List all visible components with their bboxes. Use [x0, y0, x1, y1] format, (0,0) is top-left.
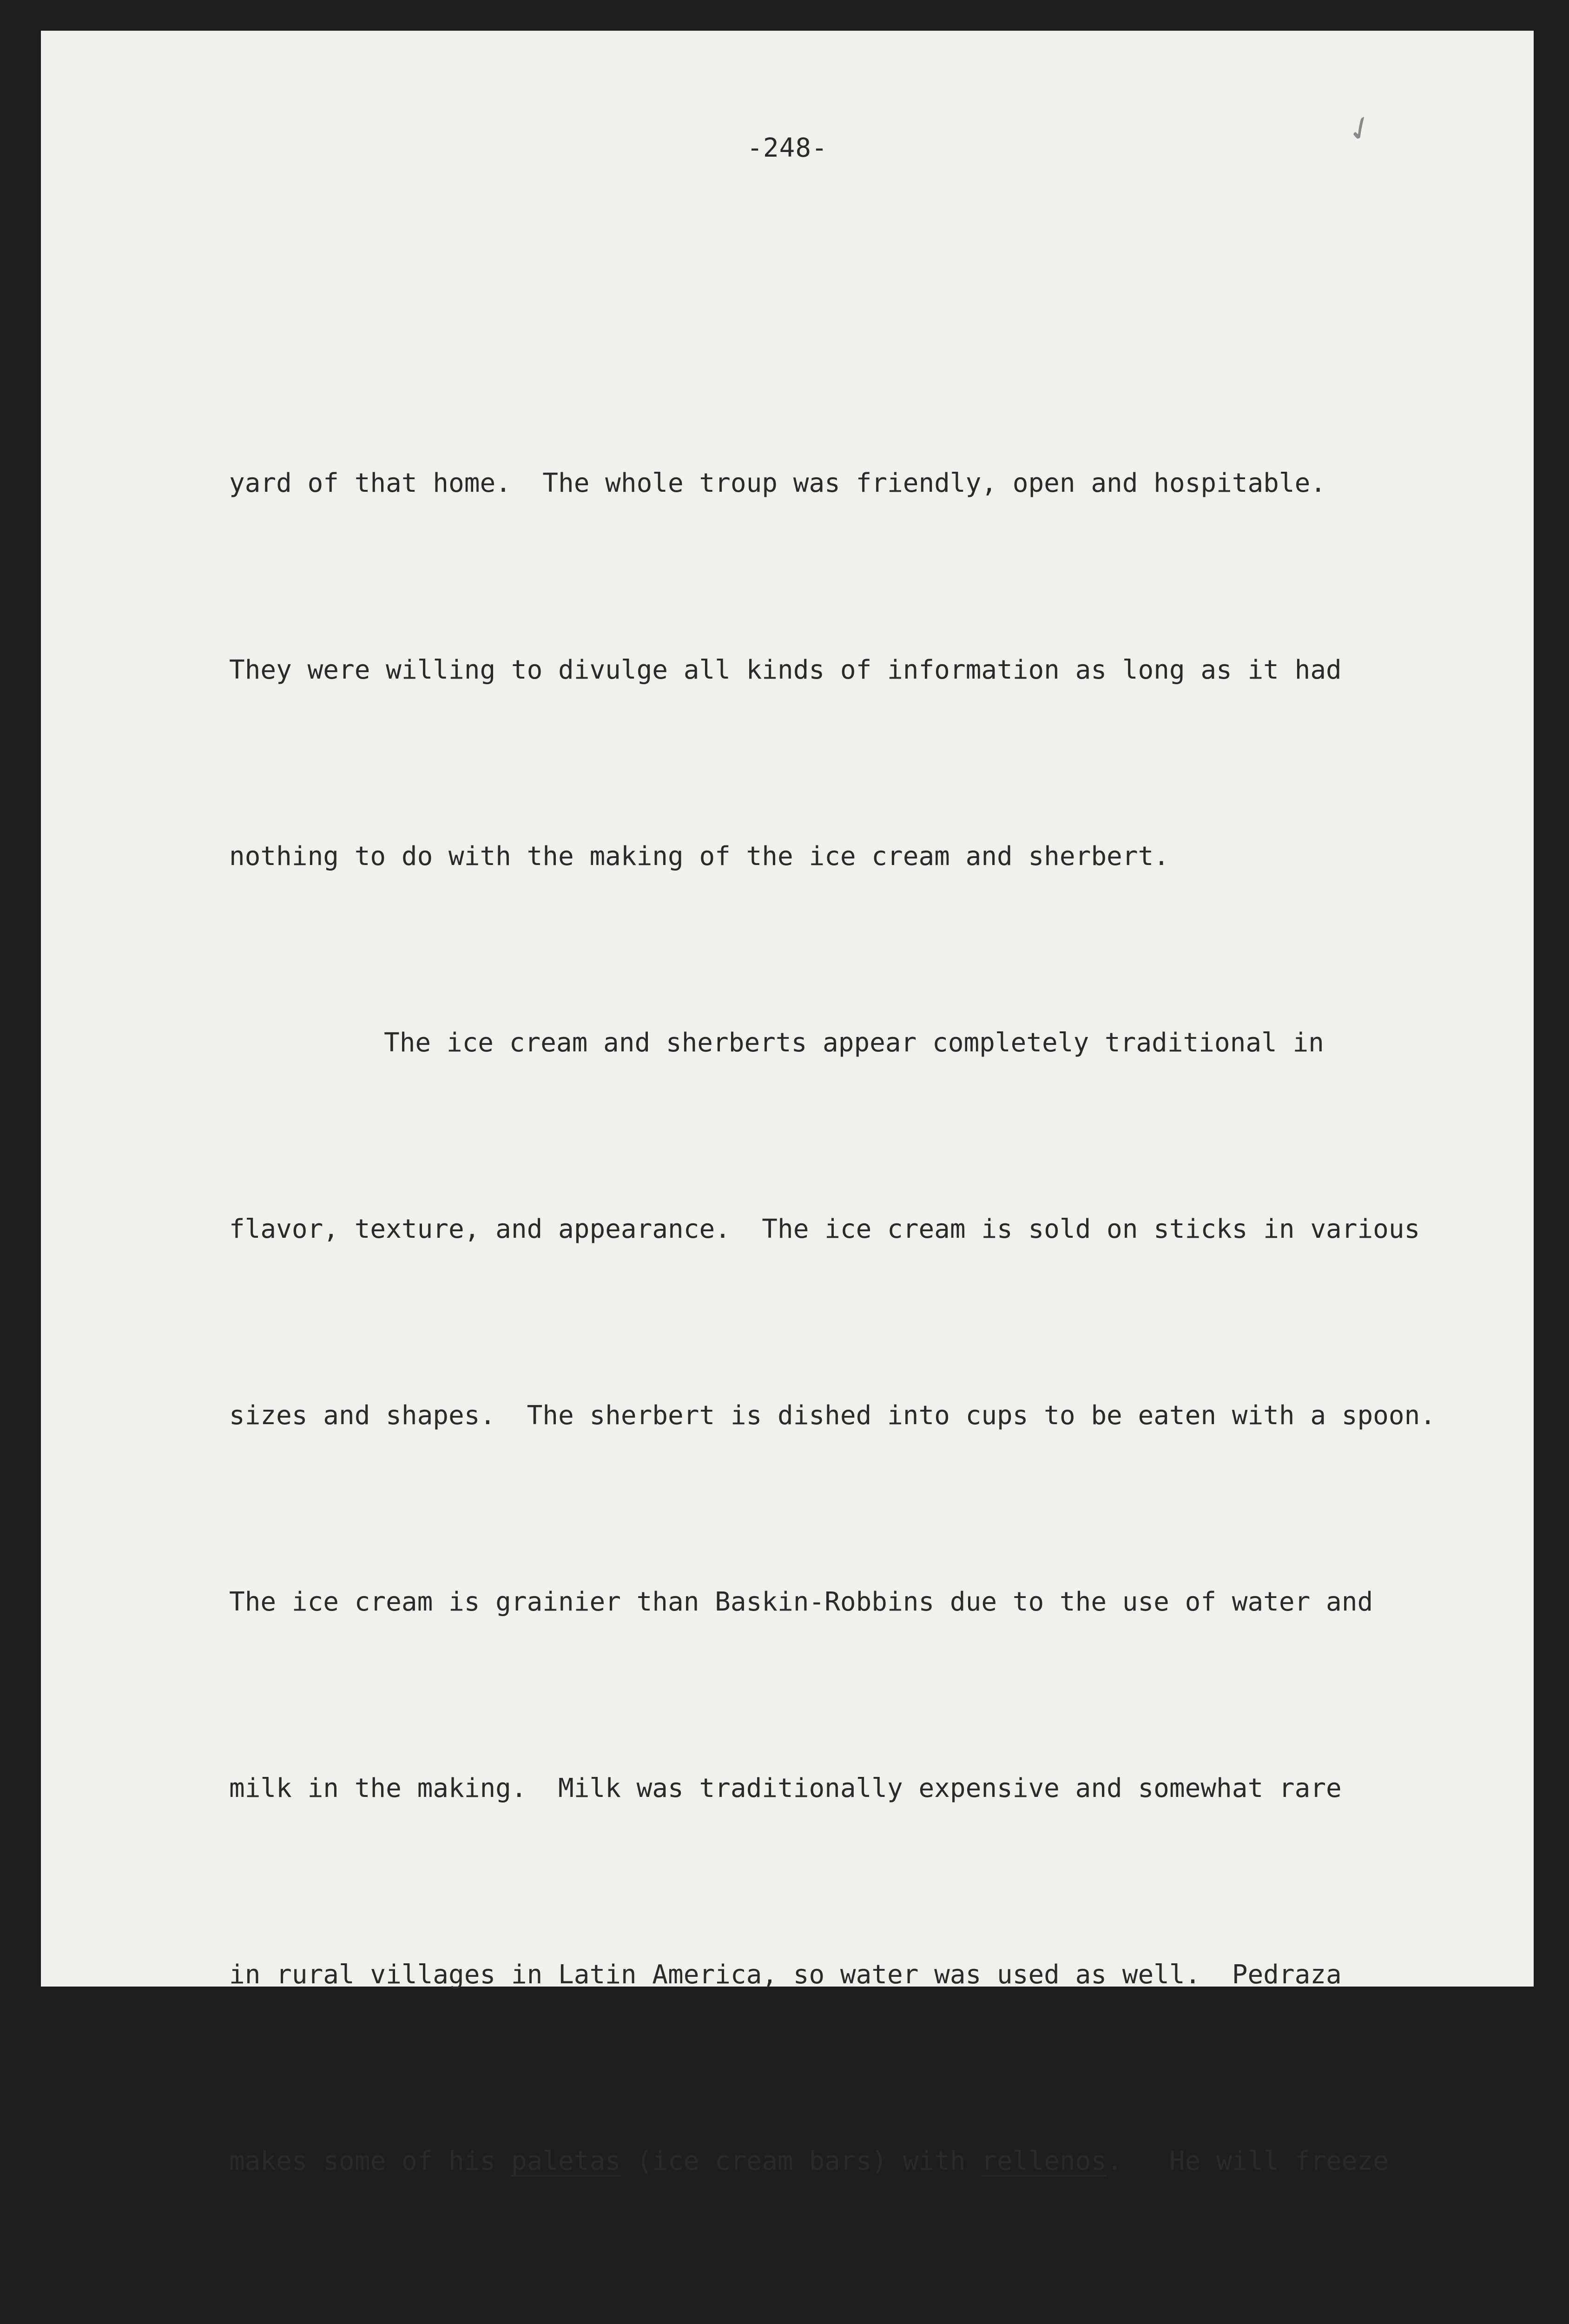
text-line: nothing to do with the making of the ice cream and sherbert.: [229, 841, 1169, 872]
text-line: flavor, texture, and appearance. The ice cream is sold on sticks in various: [229, 1214, 1420, 1244]
body-text: [229, 328, 1530, 2324]
check-mark-icon: ✓: [1340, 106, 1381, 152]
underlined-word: paletas: [511, 2146, 621, 2177]
document-page: [41, 31, 1534, 2177]
text-line: yard of that home. The whole troup was friendly, open and hospitable.: [229, 468, 1326, 499]
text-line: in rural villages in Latin America, so water was used as well. Pedraza: [229, 1960, 1342, 1990]
page-number: -248-: [747, 133, 828, 163]
text-line: makes some of his paletas (ice cream bars) with rellenos. He will freeze: [229, 2146, 1389, 2177]
underlined-word: rellenos: [981, 2146, 1107, 2177]
text-line: [229, 2317, 1530, 2324]
text-line: They were willing to divulge all kinds of information as long as it had: [229, 654, 1342, 685]
text-line: The ice cream and sherberts appear completely traditional in: [384, 1027, 1324, 1058]
text-line: The ice cream is grainier than Baskin-Robbins due to the use of water and: [229, 1586, 1373, 1617]
text-line: sizes and shapes. The sherbert is dished into cups to be eaten with a spoon.: [229, 1400, 1436, 1431]
text-line: milk in the making. Milk was traditionally expensive and somewhat rare: [229, 1773, 1342, 1804]
